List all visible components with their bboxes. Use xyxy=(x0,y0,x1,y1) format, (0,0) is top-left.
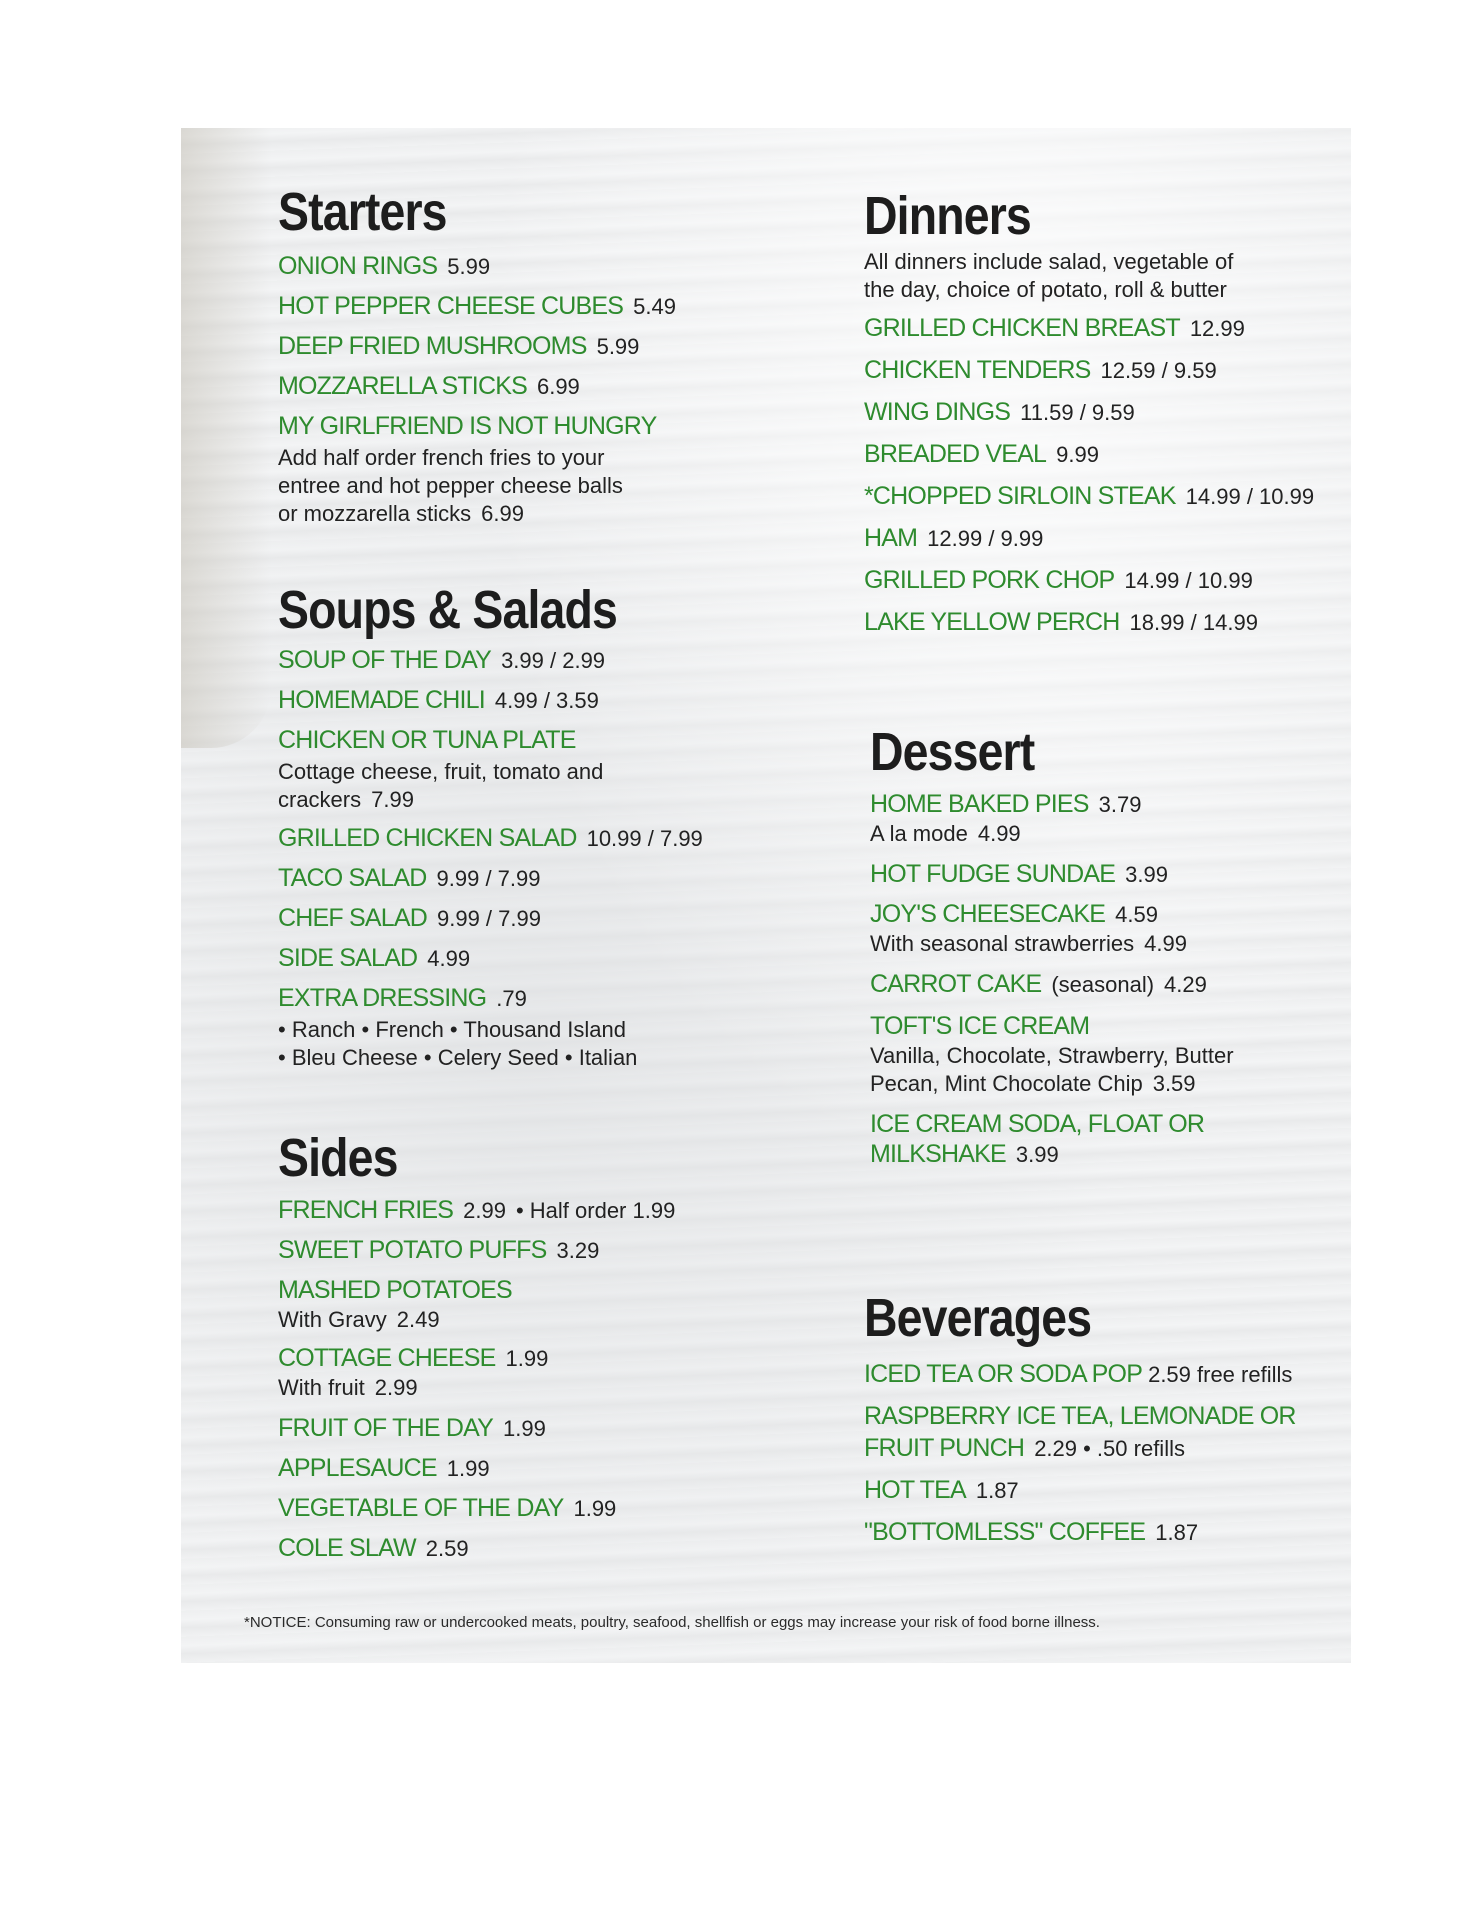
item-name: MASHED POTATOES xyxy=(278,1276,512,1304)
menu-item xyxy=(864,524,1334,566)
item-name: CHEF SALAD xyxy=(278,904,427,932)
item-description: entree and hot pepper cheese balls xyxy=(278,473,623,498)
menu-item xyxy=(278,1534,778,1574)
item-name: LAKE YELLOW PERCH xyxy=(864,608,1120,636)
menu-item xyxy=(870,1110,1334,1140)
menu-item xyxy=(278,1454,778,1494)
right-column xyxy=(864,186,1334,1560)
item-price: 5.49 xyxy=(633,294,676,319)
dessert-list xyxy=(870,790,1334,1170)
menu-item xyxy=(864,1360,1334,1402)
item-price: 12.99 / 9.99 xyxy=(927,526,1044,551)
item-name: *CHOPPED SIRLOIN STEAK xyxy=(864,482,1176,510)
menu-item xyxy=(864,1476,1334,1518)
menu-item xyxy=(864,314,1334,356)
item-name: HOT PEPPER CHEESE CUBES xyxy=(278,292,624,320)
item-description xyxy=(870,820,1334,860)
menu-item xyxy=(278,252,778,292)
item-price: 3.29 xyxy=(556,1238,600,1263)
item-name: GRILLED CHICKEN BREAST xyxy=(864,314,1180,342)
menu-item xyxy=(870,860,1334,900)
item-price: 5.99 xyxy=(596,334,640,359)
menu-item xyxy=(870,900,1334,930)
dinners-intro: the day, choice of potato, roll & butter xyxy=(864,277,1227,302)
menu-item xyxy=(278,686,778,726)
menu-item xyxy=(278,646,778,686)
menu-item xyxy=(864,608,1334,650)
item-price: 4.99 xyxy=(427,946,471,971)
dressing-options: • Bleu Cheese • Celery Seed • Italian xyxy=(278,1045,638,1070)
item-description xyxy=(278,1374,778,1414)
item-name: COLE SLAW xyxy=(278,1534,416,1562)
menu-item xyxy=(278,1414,778,1454)
item-name: RASPBERRY ICE TEA, LEMONADE OR xyxy=(864,1402,1296,1430)
item-name: GRILLED CHICKEN SALAD xyxy=(278,824,577,852)
menu-item xyxy=(278,332,778,372)
item-name: SWEET POTATO PUFFS xyxy=(278,1236,547,1264)
item-description-text: With fruit xyxy=(278,1375,365,1400)
item-description xyxy=(278,500,778,528)
item-price: 1.87 xyxy=(1155,1520,1199,1545)
menu-item xyxy=(864,1402,1334,1434)
item-description: Cottage cheese, fruit, tomato and xyxy=(278,759,604,784)
item-name: TACO SALAD xyxy=(278,864,427,892)
dinners-title: Dinners xyxy=(864,186,1031,246)
menu-item xyxy=(278,864,778,904)
item-name: HOT TEA xyxy=(864,1476,966,1504)
item-description: Add half order french fries to your xyxy=(278,445,605,470)
item-price: 4.99 xyxy=(1144,931,1187,956)
food-safety-notice: *NOTICE: Consuming raw or undercooked meats, poultry, seafood, shellfish or eggs may increase your risk of food borne illness. xyxy=(244,1614,1100,1631)
menu-item xyxy=(278,1494,778,1534)
menu-item xyxy=(278,944,778,984)
item-price: 1.99 xyxy=(503,1416,546,1441)
item-price: 18.99 / 14.99 xyxy=(1129,610,1258,635)
menu-item xyxy=(864,356,1334,398)
item-description-text: or mozzarella sticks xyxy=(278,501,472,526)
menu-item xyxy=(864,1434,1334,1476)
item-name: SIDE SALAD xyxy=(278,944,418,972)
item-name: HOT FUDGE SUNDAE xyxy=(870,860,1116,888)
item-price: 3.99 / 2.99 xyxy=(501,648,606,673)
item-price: 2.99 xyxy=(374,1375,418,1400)
item-price: 9.99 / 7.99 xyxy=(436,866,541,891)
item-price: 1.99 xyxy=(505,1346,549,1371)
item-price: 4.99 xyxy=(977,821,1021,846)
item-description-text: Pecan, Mint Chocolate Chip xyxy=(870,1071,1143,1096)
item-price: 1.99 xyxy=(573,1496,617,1521)
item-description xyxy=(278,786,778,824)
item-price: 3.79 xyxy=(1098,792,1142,817)
item-name: ICE CREAM SODA, FLOAT OR xyxy=(870,1110,1205,1138)
item-description-text: With Gravy xyxy=(278,1307,387,1332)
item-price: .79 xyxy=(496,986,527,1011)
half-order-price: • Half order 1.99 xyxy=(515,1198,676,1223)
item-price: 4.59 xyxy=(1115,902,1158,927)
item-name: COTTAGE CHEESE xyxy=(278,1344,496,1372)
beverages-title: Beverages xyxy=(864,1288,1092,1348)
item-name: MY GIRLFRIEND IS NOT HUNGRY xyxy=(278,412,657,440)
menu-item xyxy=(278,726,778,758)
item-price: 14.99 / 10.99 xyxy=(1124,568,1253,593)
item-name: ONION RINGS xyxy=(278,252,438,280)
menu-item xyxy=(864,566,1334,608)
dinners-intro: All dinners include salad, vegetable of xyxy=(864,249,1234,274)
item-price: 2.59 xyxy=(425,1536,469,1561)
item-name: VEGETABLE OF THE DAY xyxy=(278,1494,564,1522)
item-name: SOUP OF THE DAY xyxy=(278,646,492,674)
item-price: 4.29 xyxy=(1164,972,1207,997)
item-price: 3.59 xyxy=(1152,1071,1196,1096)
item-price: 9.99 xyxy=(1056,442,1099,467)
menu-item xyxy=(278,984,778,1016)
item-description-text: A la mode xyxy=(870,821,968,846)
item-name: CARROT CAKE xyxy=(870,970,1042,998)
item-description xyxy=(870,1070,1334,1110)
menu-item xyxy=(864,398,1334,440)
item-price: 7.99 xyxy=(371,787,414,812)
dessert-title: Dessert xyxy=(870,722,1035,782)
item-name: HAM xyxy=(864,524,918,552)
item-price: 11.59 / 9.59 xyxy=(1020,400,1135,425)
item-name: MILKSHAKE xyxy=(870,1140,1006,1168)
starters-title: Starters xyxy=(278,182,447,242)
item-description: Vanilla, Chocolate, Strawberry, Butter xyxy=(870,1043,1234,1068)
menu-item xyxy=(278,904,778,944)
menu-item xyxy=(870,1012,1334,1042)
item-name: FRUIT PUNCH xyxy=(864,1434,1025,1462)
item-description-text: crackers xyxy=(278,787,362,812)
item-name: BREADED VEAL xyxy=(864,440,1047,468)
item-note: (seasonal) xyxy=(1051,972,1155,997)
menu-item xyxy=(864,440,1334,482)
item-name: DEEP FRIED MUSHROOMS xyxy=(278,332,587,360)
item-price: 3.99 xyxy=(1125,862,1168,887)
sides-title: Sides xyxy=(278,1128,398,1188)
item-name: FRUIT OF THE DAY xyxy=(278,1414,493,1442)
item-price: 6.99 xyxy=(481,501,524,526)
item-name: HOMEMADE CHILI xyxy=(278,686,485,714)
item-name: TOFT'S ICE CREAM xyxy=(870,1012,1090,1040)
item-description xyxy=(278,1306,778,1344)
item-price: 14.99 / 10.99 xyxy=(1185,484,1315,509)
item-price: 10.99 / 7.99 xyxy=(586,826,703,851)
item-price: 2.29 • .50 refills xyxy=(1034,1436,1185,1461)
item-price: 5.99 xyxy=(447,254,491,279)
item-price: 2.49 xyxy=(396,1307,440,1332)
item-name: GRILLED PORK CHOP xyxy=(864,566,1115,594)
item-name: WING DINGS xyxy=(864,398,1011,426)
item-price: 1.99 xyxy=(446,1456,490,1481)
item-price: 6.99 xyxy=(536,374,580,399)
paper-shadow xyxy=(181,128,271,748)
item-price: 9.99 / 7.99 xyxy=(436,906,541,931)
item-price: 4.99 / 3.59 xyxy=(494,688,599,713)
item-name: "BOTTOMLESS" COFFEE xyxy=(864,1518,1146,1546)
menu-item xyxy=(870,790,1334,820)
item-description xyxy=(870,930,1334,970)
menu-item xyxy=(864,482,1334,524)
item-name: CHICKEN TENDERS xyxy=(864,356,1091,384)
item-name: EXTRA DRESSING xyxy=(278,984,487,1012)
menu-item xyxy=(278,1344,778,1374)
item-name: ICED TEA OR SODA POP xyxy=(864,1360,1143,1388)
menu-item xyxy=(864,1518,1334,1560)
item-price: 1.87 xyxy=(975,1478,1019,1503)
menu-item xyxy=(278,824,778,864)
item-price: 12.99 xyxy=(1189,316,1245,341)
menu-item xyxy=(870,1140,1334,1170)
item-description-text: With seasonal strawberries xyxy=(870,931,1135,956)
item-name: HOME BAKED PIES xyxy=(870,790,1089,818)
item-name: FRENCH FRIES xyxy=(278,1196,454,1224)
left-column xyxy=(278,182,778,1574)
item-price: 2.59 free refills xyxy=(1148,1362,1293,1387)
menu-item xyxy=(278,1236,778,1276)
item-name: MOZZARELLA STICKS xyxy=(278,372,527,400)
soups-salads-title: Soups & Salads xyxy=(278,580,617,640)
menu-item xyxy=(278,1276,778,1306)
menu-item xyxy=(278,292,778,332)
item-price: 12.59 / 9.59 xyxy=(1100,358,1217,383)
menu-item xyxy=(278,372,778,412)
item-price: 3.99 xyxy=(1015,1142,1059,1167)
item-name: JOY'S CHEESECAKE xyxy=(870,900,1106,928)
menu-item xyxy=(278,412,778,444)
item-name: APPLESAUCE xyxy=(278,1454,437,1482)
item-name: CHICKEN OR TUNA PLATE xyxy=(278,726,576,754)
menu-item xyxy=(870,970,1334,1012)
item-price: 2.99 xyxy=(463,1198,506,1223)
dressing-options: • Ranch • French • Thousand Island xyxy=(278,1017,627,1042)
menu-item xyxy=(278,1196,778,1236)
